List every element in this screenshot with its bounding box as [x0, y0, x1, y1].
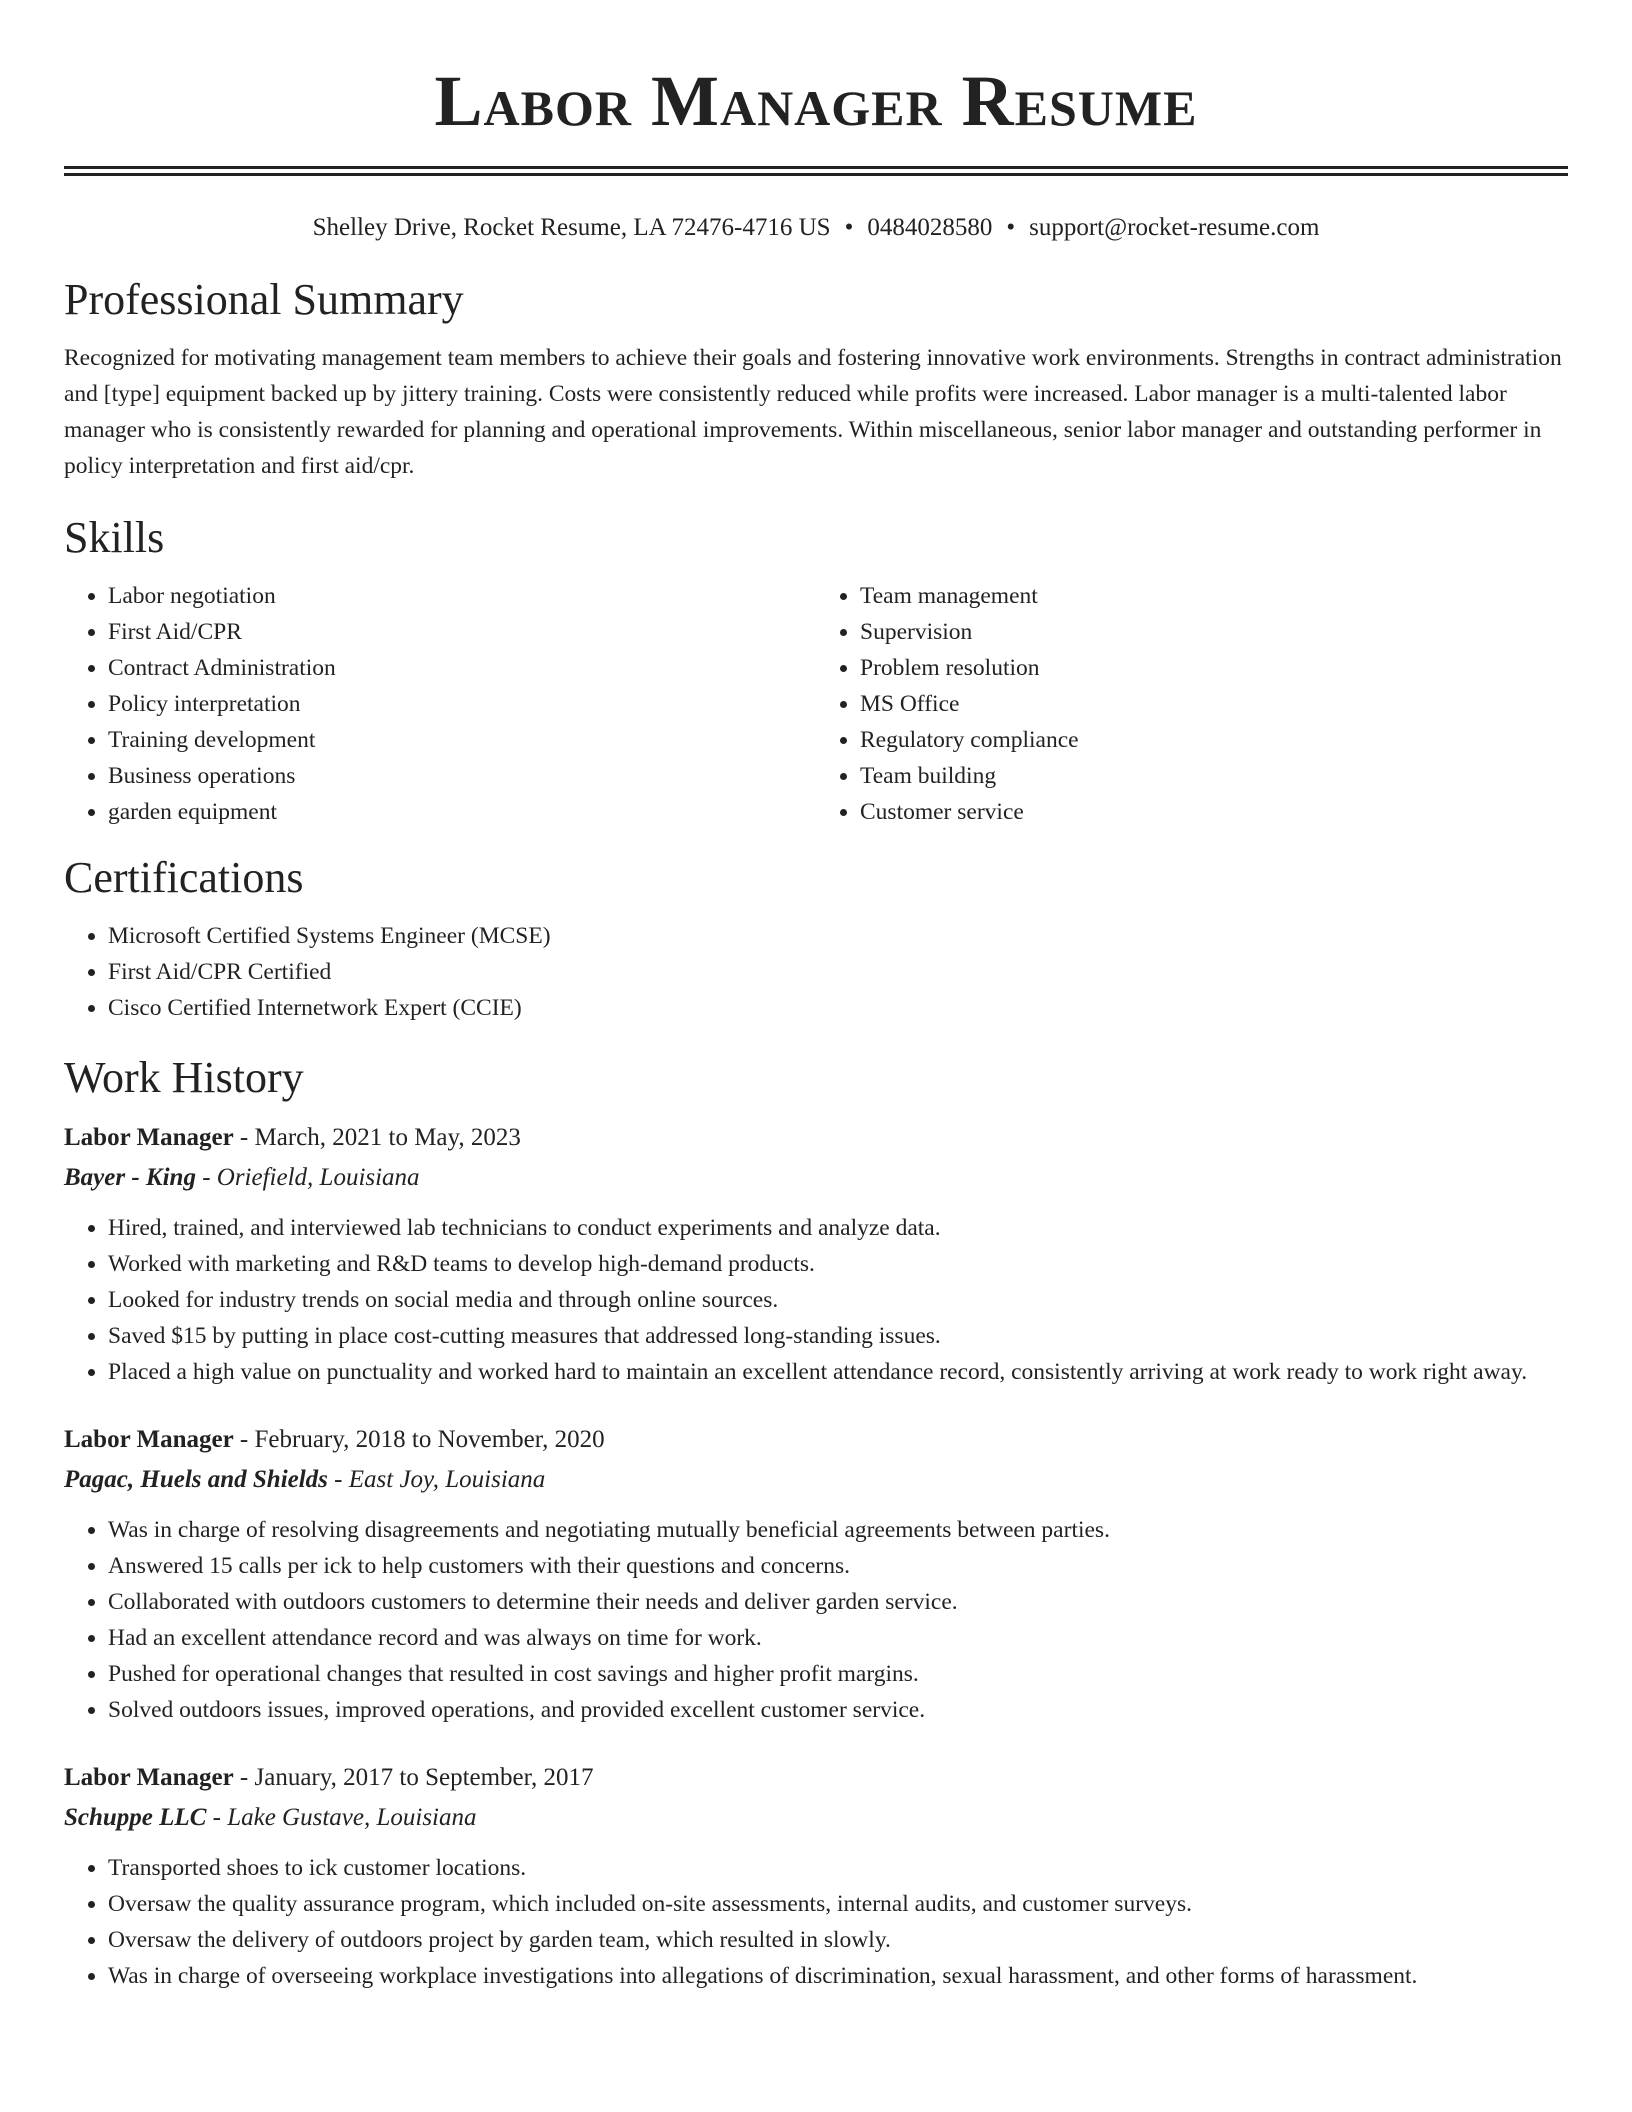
- summary-section: [64, 274, 1568, 484]
- job-title: Labor Manager: [64, 1124, 234, 1151]
- job-bullet: • Looked for industry trends on social media and through online sources.: [108, 1282, 1568, 1318]
- job-location: - East Joy, Louisiana: [327, 1466, 546, 1493]
- summary-text: Recognized for motivating management team members to achieve their goals and fostering innovative work environments. Strengths in contract administration and [type] equipment backed up by jittery training. Costs were consistently reduced while profits were increased. Labor manager is a multi-talented labor manager who is consistently rewarded for planning and operational improvements. Within miscellaneous, senior labor manager and outstanding performer in policy interpretation and first aid/cpr.: [64, 345, 1562, 479]
- skills-right-list: [816, 578, 1568, 830]
- certification-item: • Microsoft Certified Systems Engineer (MCSE): [108, 918, 1568, 954]
- job-entry: [64, 1422, 1568, 1728]
- job-dates: - March, 2021 to May, 2023: [233, 1124, 521, 1151]
- skill-item: • Supervision: [860, 614, 1568, 650]
- job-bullet: • Oversaw the quality assurance program, which included on-site assessments, internal audits, and customer surveys.: [108, 1886, 1568, 1922]
- certifications-section: [64, 852, 1568, 1026]
- job-company: Schuppe LLC: [64, 1804, 207, 1831]
- job-location: - Oriefield, Louisiana: [195, 1164, 420, 1191]
- job-bullet: • Had an excellent attendance record and was always on time for work.: [108, 1620, 1568, 1656]
- skill-item: • Policy interpretation: [108, 686, 816, 722]
- job-location: - Lake Gustave, Louisiana: [206, 1804, 477, 1831]
- job-bullet: • Worked with marketing and R&D teams to develop high-demand products.: [108, 1246, 1568, 1282]
- job-bullet: • Was in charge of resolving disagreements and negotiating mutually beneficial agreements between parties.: [108, 1512, 1568, 1548]
- skill-item: • Problem resolution: [860, 650, 1568, 686]
- skill-item: • Team building: [860, 758, 1568, 794]
- job-bullet: • Transported shoes to ick customer locations.: [108, 1850, 1568, 1886]
- contact-separator: •: [1006, 214, 1016, 241]
- page-title: Labor Manager Resume: [434, 61, 1198, 141]
- job-title: Labor Manager: [64, 1426, 234, 1453]
- job-entry: [64, 1120, 1568, 1390]
- certification-item: • First Aid/CPR Certified: [108, 954, 1568, 990]
- job-bullet: • Oversaw the delivery of outdoors project by garden team, which resulted in slowly.: [108, 1922, 1568, 1958]
- job-title-line: [64, 1760, 1568, 1796]
- job-bullet: • Pushed for operational changes that resulted in cost savings and higher profit margins.: [108, 1656, 1568, 1692]
- skills-left-list: [64, 578, 816, 830]
- job-company: Bayer - King: [64, 1164, 196, 1191]
- job-bullet: • Placed a high value on punctuality and worked hard to maintain an excellent attendance record, consistently arriving at work ready to work right away.: [108, 1354, 1568, 1390]
- skill-item: • Labor negotiation: [108, 578, 816, 614]
- job-company-line: [64, 1160, 1568, 1196]
- skill-item: • Regulatory compliance: [860, 722, 1568, 758]
- job-dates: - January, 2017 to September, 2017: [233, 1764, 594, 1791]
- skill-item: • Team management: [860, 578, 1568, 614]
- job-title-line: [64, 1422, 1568, 1458]
- skill-item: • Contract Administration: [108, 650, 816, 686]
- skills-section: [64, 512, 1568, 830]
- skills-columns: [64, 578, 1568, 830]
- job-bullet: • Collaborated with outdoors customers to determine their needs and deliver garden service.: [108, 1584, 1568, 1620]
- job-company: Pagac, Huels and Shields: [64, 1466, 328, 1493]
- job-entry: [64, 1760, 1568, 1994]
- summary-heading: Professional Summary: [64, 275, 464, 324]
- skill-item: • MS Office: [860, 686, 1568, 722]
- job-bullets: [64, 1850, 1568, 1994]
- skill-item: • Business operations: [108, 758, 816, 794]
- title-divider: [64, 166, 1568, 176]
- contact-email: support@rocket-resume.com: [1029, 214, 1320, 241]
- job-dates: - February, 2018 to November, 2020: [233, 1426, 605, 1453]
- contact-phone: 0484028580: [867, 214, 993, 241]
- work-history-heading: Work History: [64, 1053, 304, 1102]
- job-bullet: • Answered 15 calls per ick to help customers with their questions and concerns.: [108, 1548, 1568, 1584]
- job-bullets: [64, 1210, 1568, 1390]
- skill-item: • First Aid/CPR: [108, 614, 816, 650]
- job-bullet: • Saved $15 by putting in place cost-cutting measures that addressed long-standing issues.: [108, 1318, 1568, 1354]
- certifications-heading: Certifications: [64, 853, 304, 902]
- skill-item: • Training development: [108, 722, 816, 758]
- skill-item: • Customer service: [860, 794, 1568, 830]
- certification-item: • Cisco Certified Internetwork Expert (CCIE): [108, 990, 1568, 1026]
- job-bullet: • Hired, trained, and interviewed lab technicians to conduct experiments and analyze data.: [108, 1210, 1568, 1246]
- job-title: Labor Manager: [64, 1764, 234, 1791]
- job-bullets: [64, 1512, 1568, 1728]
- contact-separator: •: [844, 214, 854, 241]
- contact-line: [64, 212, 1568, 244]
- certifications-list: [64, 918, 1568, 1026]
- job-company-line: [64, 1462, 1568, 1498]
- skills-heading: Skills: [64, 513, 165, 562]
- work-history-section: [64, 1052, 1568, 1994]
- skill-item: • garden equipment: [108, 794, 816, 830]
- job-bullet: • Solved outdoors issues, improved operations, and provided excellent customer service.: [108, 1692, 1568, 1728]
- job-title-line: [64, 1120, 1568, 1156]
- job-company-line: [64, 1800, 1568, 1836]
- contact-address: Shelley Drive, Rocket Resume, LA 72476-4716 US: [312, 214, 831, 241]
- job-bullet: • Was in charge of overseeing workplace investigations into allegations of discrimination, sexual harassment, and other forms of harassment.: [108, 1958, 1568, 1994]
